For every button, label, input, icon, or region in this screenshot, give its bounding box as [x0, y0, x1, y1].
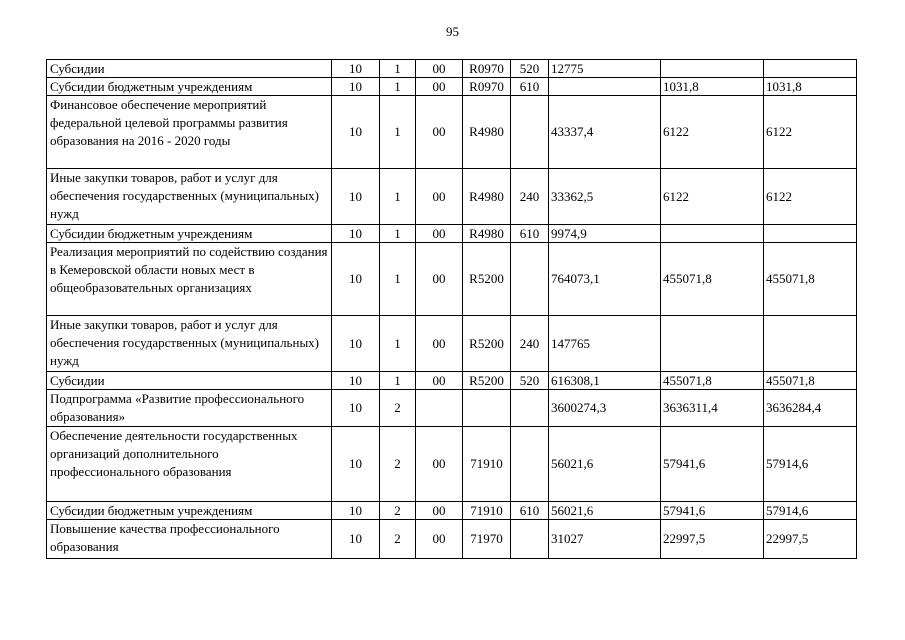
expense-type-cell [511, 390, 549, 427]
expense-name-cell: Финансовое обеспечение мероприятий федеральной целевой программы развития образования на 2016 - 2020 годы [47, 96, 332, 169]
amount-year2-cell: 3636311,4 [661, 390, 764, 427]
expense-type-cell: 610 [511, 225, 549, 243]
amount-year1-cell: 12775 [549, 60, 661, 78]
amount-year1-cell: 616308,1 [549, 372, 661, 390]
expense-type-cell: 240 [511, 169, 549, 225]
amount-year3-cell: 455071,8 [764, 243, 857, 316]
expense-type-cell: 520 [511, 60, 549, 78]
amount-year1-cell: 56021,6 [549, 502, 661, 520]
amount-year1-cell: 33362,5 [549, 169, 661, 225]
section-code-cell: 10 [332, 390, 380, 427]
subsection-code-cell: 2 [380, 390, 416, 427]
expense-name-cell: Реализация мероприятий по содействию создания в Кемеровской области новых мест в общеобразовательных организациях [47, 243, 332, 316]
section-code-cell: 10 [332, 243, 380, 316]
subsection-code-cell: 2 [380, 502, 416, 520]
expense-type-cell [511, 243, 549, 316]
target-article-cell: R5200 [463, 243, 511, 316]
program-code-cell: 00 [416, 243, 463, 316]
amount-year1-cell [549, 78, 661, 96]
expense-type-cell: 240 [511, 316, 549, 372]
amount-year3-cell: 3636284,4 [764, 390, 857, 427]
section-code-cell: 10 [332, 169, 380, 225]
table-row [47, 502, 857, 520]
expense-type-cell [511, 96, 549, 169]
amount-year3-cell: 57914,6 [764, 427, 857, 502]
amount-year3-cell [764, 60, 857, 78]
expense-type-cell: 610 [511, 502, 549, 520]
amount-year1-cell: 3600274,3 [549, 390, 661, 427]
target-article-cell: 71910 [463, 427, 511, 502]
section-code-cell: 10 [332, 502, 380, 520]
subsection-code-cell: 2 [380, 520, 416, 559]
table-row [47, 96, 857, 169]
amount-year1-cell: 43337,4 [549, 96, 661, 169]
amount-year3-cell [764, 225, 857, 243]
table-row [47, 427, 857, 502]
expense-type-cell: 610 [511, 78, 549, 96]
table-row [47, 316, 857, 372]
target-article-cell: R4980 [463, 169, 511, 225]
table-row [47, 169, 857, 225]
expense-name-cell: Иные закупки товаров, работ и услуг для обеспечения государственных (муниципальных) нужд [47, 169, 332, 225]
expense-type-cell: 520 [511, 372, 549, 390]
amount-year2-cell: 6122 [661, 169, 764, 225]
amount-year2-cell: 57941,6 [661, 502, 764, 520]
table-row [47, 78, 857, 96]
subsection-code-cell: 1 [380, 96, 416, 169]
subsection-code-cell: 1 [380, 316, 416, 372]
section-code-cell: 10 [332, 225, 380, 243]
amount-year2-cell: 455071,8 [661, 243, 764, 316]
amount-year2-cell [661, 225, 764, 243]
program-code-cell [416, 390, 463, 427]
amount-year2-cell: 6122 [661, 96, 764, 169]
section-code-cell: 10 [332, 316, 380, 372]
expense-name-cell: Иные закупки товаров, работ и услуг для обеспечения государственных (муниципальных) нужд [47, 316, 332, 372]
amount-year1-cell: 147765 [549, 316, 661, 372]
program-code-cell: 00 [416, 60, 463, 78]
program-code-cell: 00 [416, 502, 463, 520]
program-code-cell: 00 [416, 427, 463, 502]
section-code-cell: 10 [332, 427, 380, 502]
subsection-code-cell: 2 [380, 427, 416, 502]
program-code-cell: 00 [416, 96, 463, 169]
subsection-code-cell: 1 [380, 169, 416, 225]
program-code-cell: 00 [416, 169, 463, 225]
budget-table [46, 59, 857, 559]
expense-name-cell: Обеспечение деятельности государственных организаций дополнительного профессионального образования [47, 427, 332, 502]
amount-year3-cell: 57914,6 [764, 502, 857, 520]
amount-year3-cell: 6122 [764, 169, 857, 225]
target-article-cell [463, 390, 511, 427]
expense-type-cell [511, 520, 549, 559]
subsection-code-cell: 1 [380, 60, 416, 78]
amount-year2-cell: 455071,8 [661, 372, 764, 390]
expense-name-cell: Повышение качества профессионального образования [47, 520, 332, 559]
section-code-cell: 10 [332, 96, 380, 169]
target-article-cell: R5200 [463, 372, 511, 390]
amount-year1-cell: 9974,9 [549, 225, 661, 243]
amount-year2-cell: 57941,6 [661, 427, 764, 502]
amount-year3-cell: 455071,8 [764, 372, 857, 390]
amount-year3-cell: 1031,8 [764, 78, 857, 96]
subsection-code-cell: 1 [380, 243, 416, 316]
expense-name-cell: Субсидии бюджетным учреждениям [47, 225, 332, 243]
amount-year1-cell: 56021,6 [549, 427, 661, 502]
table-row [47, 225, 857, 243]
amount-year3-cell [764, 316, 857, 372]
table-row [47, 520, 857, 559]
expense-name-cell: Субсидии [47, 372, 332, 390]
table-row [47, 243, 857, 316]
expense-type-cell [511, 427, 549, 502]
target-article-cell: R5200 [463, 316, 511, 372]
program-code-cell: 00 [416, 78, 463, 96]
amount-year1-cell: 764073,1 [549, 243, 661, 316]
expense-name-cell: Подпрограмма «Развитие профессионального образования» [47, 390, 332, 427]
amount-year3-cell: 6122 [764, 96, 857, 169]
amount-year2-cell [661, 60, 764, 78]
program-code-cell: 00 [416, 372, 463, 390]
program-code-cell: 00 [416, 225, 463, 243]
page-number: 95 [446, 24, 459, 39]
amount-year2-cell: 22997,5 [661, 520, 764, 559]
expense-name-cell: Субсидии бюджетным учреждениям [47, 502, 332, 520]
section-code-cell: 10 [332, 372, 380, 390]
subsection-code-cell: 1 [380, 372, 416, 390]
subsection-code-cell: 1 [380, 78, 416, 96]
program-code-cell: 00 [416, 316, 463, 372]
amount-year2-cell [661, 316, 764, 372]
target-article-cell: R0970 [463, 60, 511, 78]
table-row [47, 390, 857, 427]
expense-name-cell: Субсидии бюджетным учреждениям [47, 78, 332, 96]
target-article-cell: R0970 [463, 78, 511, 96]
target-article-cell: R4980 [463, 96, 511, 169]
expense-name-cell: Субсидии [47, 60, 332, 78]
program-code-cell: 00 [416, 520, 463, 559]
target-article-cell: 71910 [463, 502, 511, 520]
table-row [47, 372, 857, 390]
target-article-cell: R4980 [463, 225, 511, 243]
section-code-cell: 10 [332, 520, 380, 559]
target-article-cell: 71970 [463, 520, 511, 559]
amount-year3-cell: 22997,5 [764, 520, 857, 559]
table-row [47, 60, 857, 78]
amount-year2-cell: 1031,8 [661, 78, 764, 96]
amount-year1-cell: 31027 [549, 520, 661, 559]
section-code-cell: 10 [332, 78, 380, 96]
section-code-cell: 10 [332, 60, 380, 78]
subsection-code-cell: 1 [380, 225, 416, 243]
